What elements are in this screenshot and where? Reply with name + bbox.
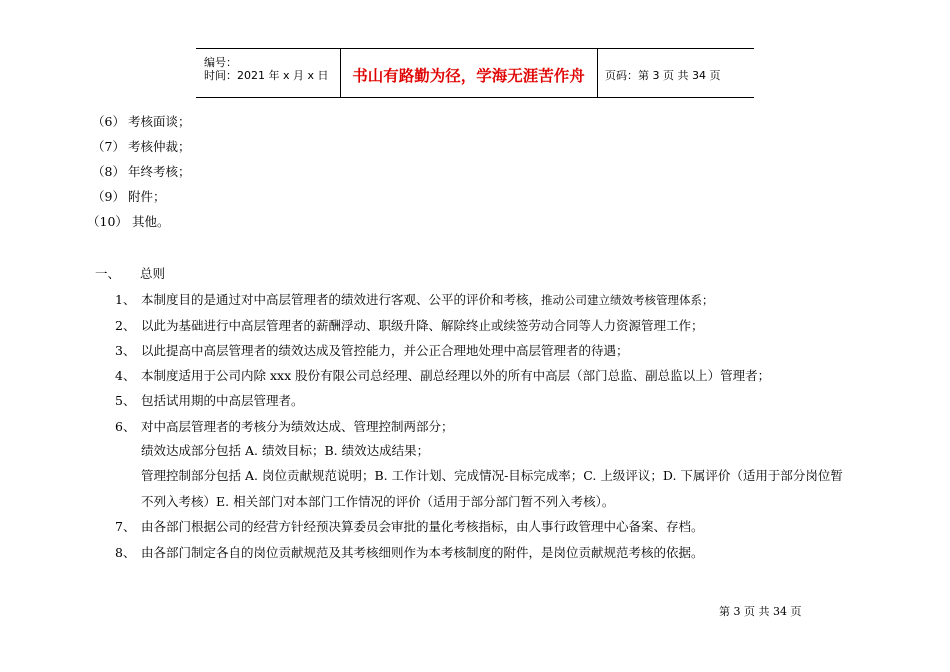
clause (115, 368, 770, 384)
clause-text: 本制度适用于公司内除 xxx 股份有限公司总经理、副总经理以外的所有中高层（部门总监、副总监以上）管理者； (141, 368, 771, 383)
section-title: 总则 (140, 266, 166, 281)
clause (115, 393, 304, 409)
section-number: 一、 (95, 266, 121, 281)
list-item-text: 考核面谈； (128, 114, 191, 129)
list-item (92, 114, 191, 130)
clause (115, 419, 454, 435)
list-item-text: 其他。 (132, 214, 170, 229)
clause-text: 由各部门制定各自的岗位贡献规范及其考核细则作为本考核制度的附件，是岗位贡献规范考核的依据。 (141, 545, 704, 560)
clause-sub-line: 不列入考核）E. 相关部门对本部门工作情况的评价（适用于部分部门暂不列入考核）。 (141, 494, 615, 509)
clause-text: 包括试用期的中高层管理者。 (141, 393, 304, 408)
clause-number: 4、 (115, 368, 136, 383)
clause-text: 以此提高中高层管理者的绩效达成及管控能力，并公正合理地处理中高层管理者的待遇； (141, 343, 629, 358)
clause-number: 6、 (115, 419, 136, 434)
clause-sub-line: 绩效达成部分包括 A. 绩效目标；B. 绩效达成结果； (141, 443, 430, 458)
clause-text-continued: 推动公司建立绩效考核管理体系； (541, 293, 714, 307)
list-item-number: （9） (92, 189, 125, 204)
list-item-text: 年终考核； (128, 164, 191, 179)
clause-number: 7、 (115, 519, 136, 534)
list-item-number: （6） (92, 114, 125, 129)
clause-text: 以此为基础进行中高层管理者的薪酬浮动、职级升降、解除终止或续签劳动合同等人力资源管理工作； (141, 318, 704, 333)
clause-number: 3、 (115, 343, 136, 358)
section-heading (95, 266, 165, 282)
clause-number: 5、 (115, 393, 136, 408)
clause-number: 8、 (115, 545, 136, 560)
header-right-cell (598, 49, 754, 97)
clause-number: 2、 (115, 318, 136, 333)
clause-number: 1、 (115, 292, 136, 307)
clause-text: 本制度目的是通过对中高层管理者的绩效进行客观、公平的评价和考核， (141, 292, 542, 307)
document-time: 时间：2021 年 x 月 x 日 (204, 69, 329, 82)
list-item (92, 139, 191, 155)
header-middle-cell (340, 49, 598, 97)
clause (115, 343, 629, 359)
list-item (92, 164, 191, 180)
header-left-cell (196, 49, 341, 97)
page-footer: 第 3 页 共 34 页 (719, 605, 802, 618)
page-header (196, 48, 754, 98)
list-item-number: （8） (92, 164, 125, 179)
clause-sub-line: 管理控制部分包括 A. 岗位贡献规范说明；B. 工作计划、完成情况-目标完成率；C. 上级评议；D. 下属评价（适用于部分岗位暂 (141, 468, 843, 483)
list-item-text: 附件； (128, 189, 166, 204)
document-number-label: 编号： (204, 56, 237, 69)
list-item (92, 189, 166, 205)
header-slogan: 书山有路勤为径，学海无涯苦作舟 (352, 67, 585, 85)
clause-text: 对中高层管理者的考核分为绩效达成、管理控制两部分； (141, 419, 454, 434)
header-page-code: 页码：第 3 页 共 34 页 (605, 69, 721, 82)
clause (115, 318, 704, 334)
clause (115, 545, 704, 561)
list-item-text: 考核仲裁； (128, 139, 191, 154)
list-item-number: （10） (87, 214, 128, 229)
list-item-number: （7） (92, 139, 125, 154)
list-item (87, 214, 170, 230)
clause (115, 292, 714, 308)
clause (115, 519, 704, 535)
clause-text: 由各部门根据公司的经营方针经预决算委员会审批的量化考核指标，由人事行政管理中心备案、存档。 (141, 519, 704, 534)
